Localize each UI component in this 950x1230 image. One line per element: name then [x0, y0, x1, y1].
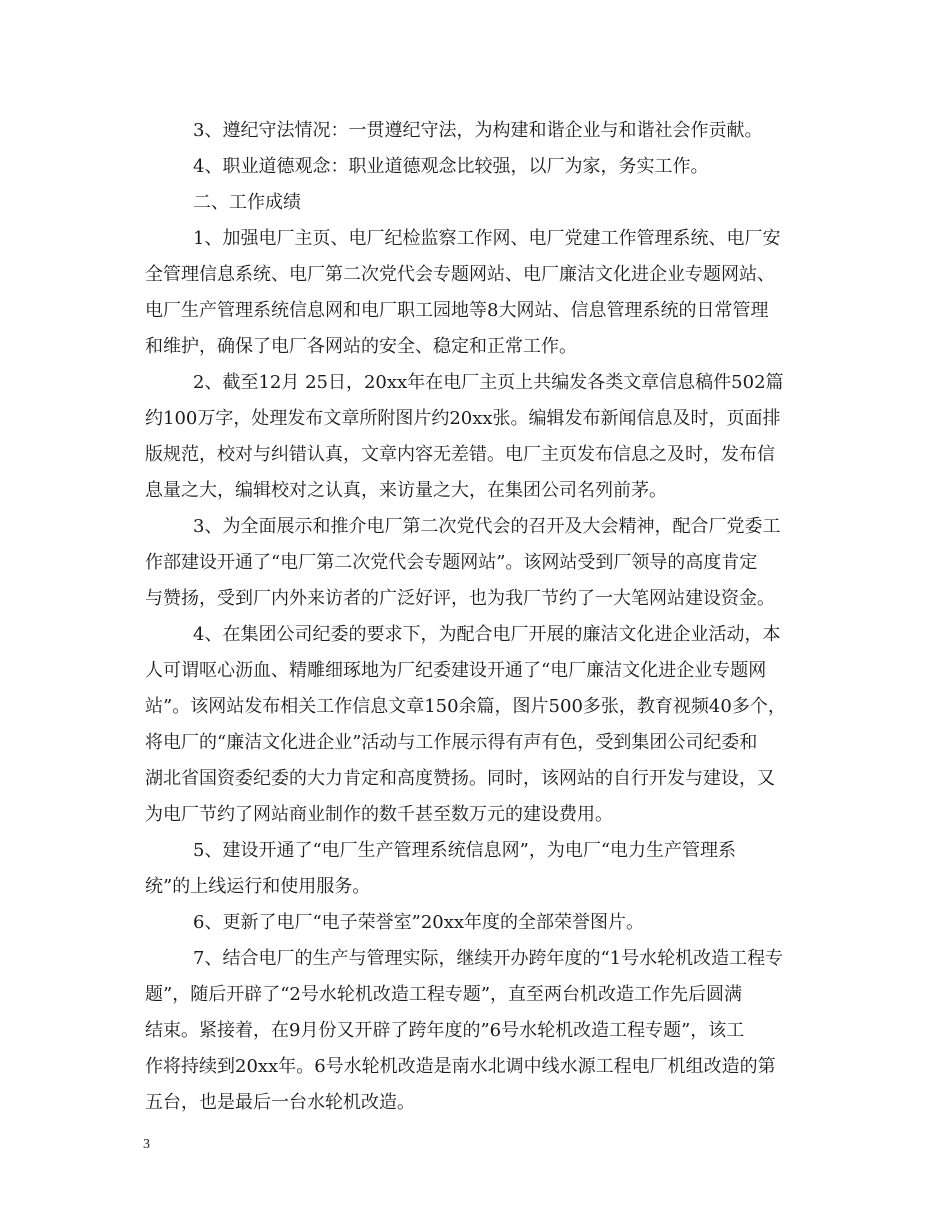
text-line: 1、加强电厂主页、电厂纪检监察工作网、电厂党建工作管理系统、电厂安	[193, 228, 781, 249]
text-line: 与赞扬，受到厂内外来访者的广泛好评，也为我厂节约了一大笔网站建设资金。	[145, 588, 775, 609]
text-line: 统”的上线运行和使用服务。	[145, 876, 371, 897]
text-line: 约100万字，处理发布文章所附图片约20xx张。编辑发布新闻信息及时，页面排	[145, 408, 781, 429]
text-line: 站”。该网站发布相关工作信息文章150余篇，图片500多张，教育视频40多个，	[145, 696, 786, 717]
text-line: 将电厂的“廉洁文化进企业”活动与工作展示得有声有色，受到集团公司纪委和	[145, 732, 758, 753]
text-line: 息量之大，编辑校对之认真，来访量之大，在集团公司名列前茅。	[145, 480, 667, 501]
text-line: 题”，随后开辟了“2号水轮机改造工程专题”，直至两台机改造工作先后圆满	[145, 984, 743, 1005]
text-line: 湖北省国资委纪委的大力肯定和高度赞扬。同时，该网站的自行开发与建设，又	[145, 768, 775, 789]
text-line: 4、职业道德观念：职业道德观念比较强，以厂为家，务实工作。	[193, 156, 709, 177]
text-line: 结束。紧接着，在9月份又开辟了跨年度的”6号水轮机改造工程专题”，该工	[145, 1020, 745, 1041]
text-line: 2、截至12月 25日，20xx年在电厂主页上共编发各类文章信息稿件502篇	[193, 372, 784, 393]
text-line: 6、更新了电厂“电子荣誉室”20xx年度的全部荣誉图片。	[193, 912, 645, 933]
text-line: 和维护，确保了电厂各网站的安全、稳定和正常工作。	[145, 336, 577, 357]
text-line: 作部建设开通了“电厂第二次党代会专题网站”。该网站受到厂领导的高度肯定	[145, 552, 758, 573]
text-line: 为电厂节约了网站商业制作的数千甚至数万元的建设费用。	[145, 804, 613, 825]
text-line: 人可谓呕心沥血、精雕细琢地为厂纪委建设开通了“电厂廉洁文化进企业专题网	[145, 660, 767, 681]
text-line: 二、工作成绩	[193, 192, 301, 213]
text-line: 3、为全面展示和推介电厂第二次党代会的召开及大会精神，配合厂党委工	[193, 516, 781, 537]
text-line: 五台，也是最后一台水轮机改造。	[145, 1092, 415, 1113]
text-line: 4、在集团公司纪委的要求下，为配合电厂开展的廉洁文化进企业活动，本	[193, 624, 781, 645]
text-line: 作将持续到20xx年。6号水轮机改造是南水北调中线水源工程电厂机组改造的第	[145, 1056, 776, 1077]
text-line: 5、建设开通了“电厂生产管理系统信息网”，为电厂“电力生产管理系	[193, 840, 737, 861]
text-line: 全管理信息系统、电厂第二次党代会专题网站、电厂廉洁文化进企业专题网站、	[145, 264, 775, 285]
text-line: 电厂生产管理系统信息网和电厂职工园地等8大网站、信息管理系统的日常管理	[145, 300, 769, 321]
text-line: 7、结合电厂的生产与管理实际，继续开办跨年度的“1号水轮机改造工程专	[193, 948, 784, 969]
page-number: 3	[143, 1137, 150, 1152]
text-line: 3、遵纪守法情况：一贯遵纪守法，为构建和谐企业与和谐社会作贡献。	[193, 120, 763, 141]
document-body	[145, 113, 817, 1121]
text-line: 版规范，校对与纠错认真，文章内容无差错。电厂主页发布信息之及时，发布信	[145, 444, 775, 465]
